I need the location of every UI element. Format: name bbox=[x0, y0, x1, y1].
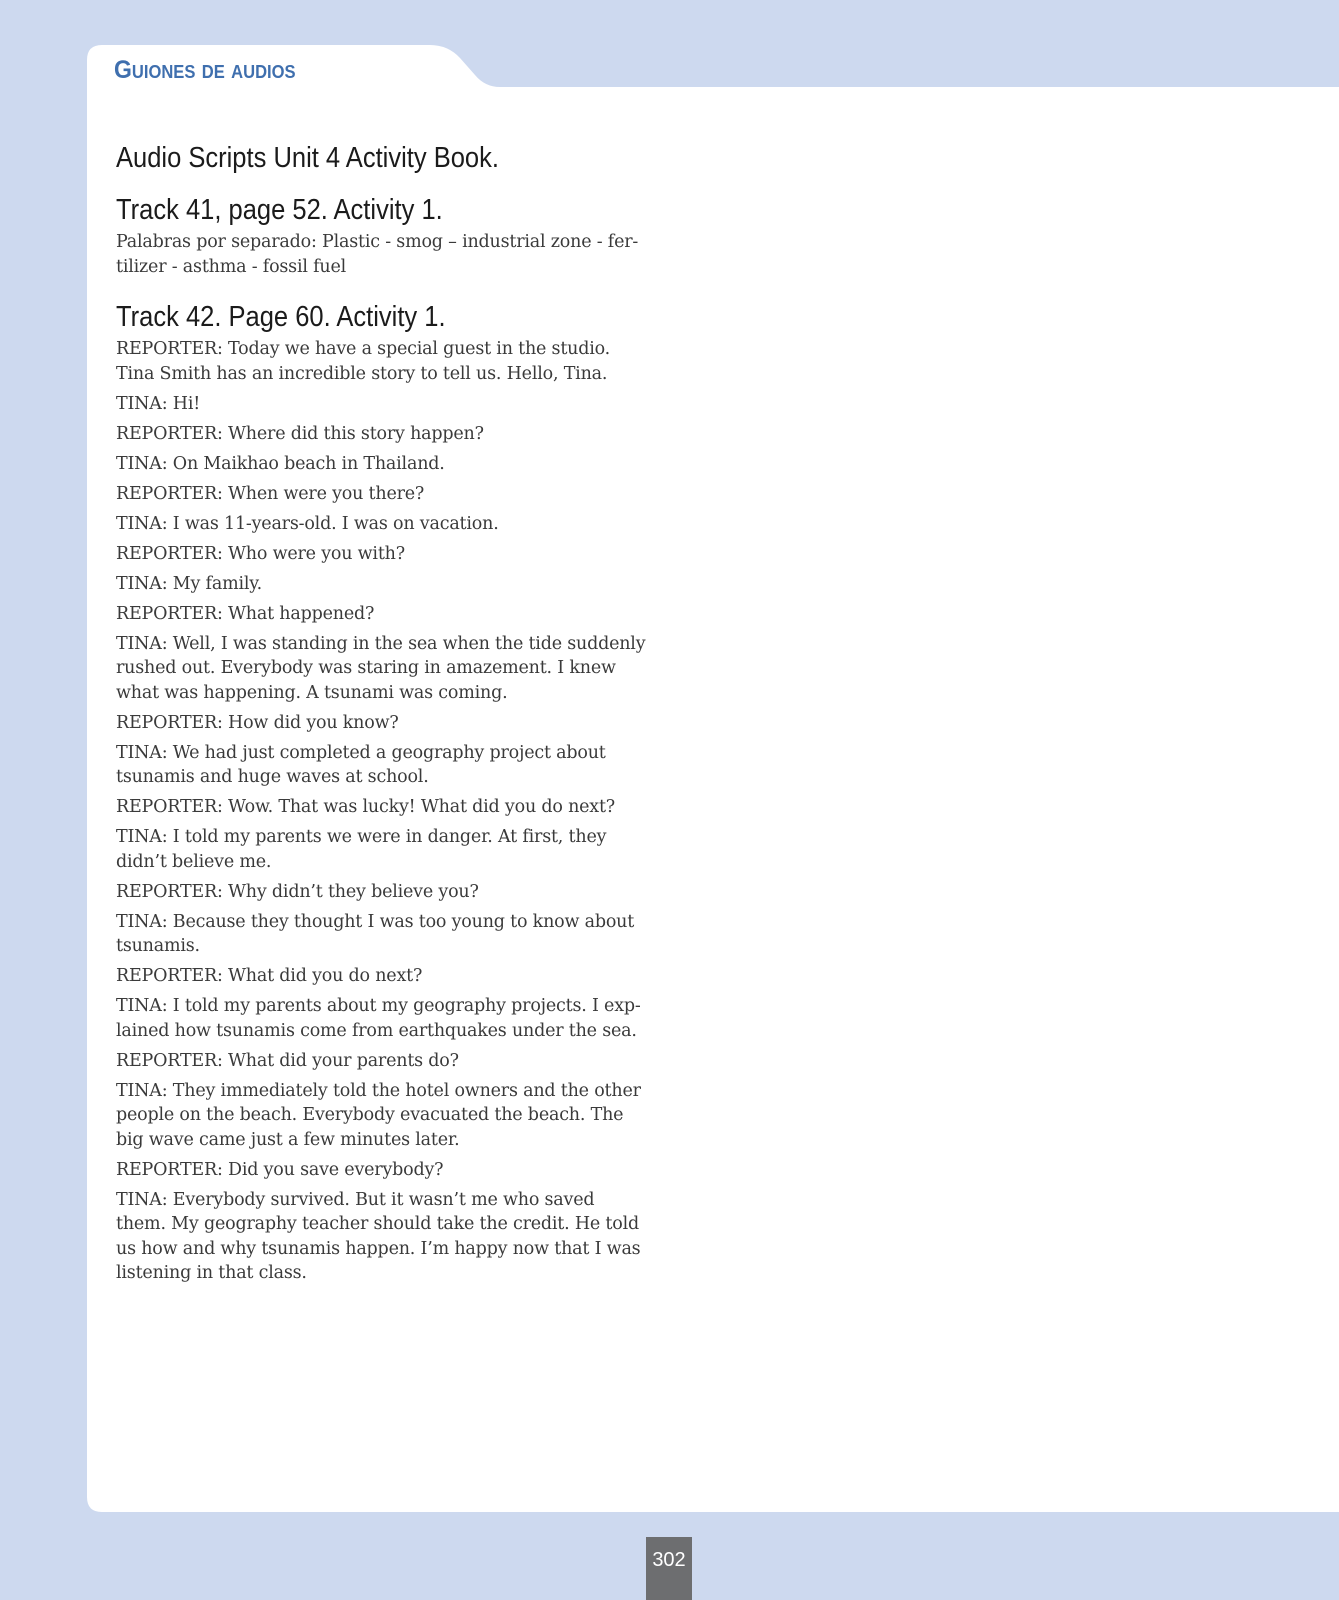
sections-container bbox=[116, 192, 646, 1286]
script-line: TINA: I told my parents about my geography projects. I exp-lained how tsunamis come from earthquakes under the sea. bbox=[116, 996, 641, 1041]
script-line: REPORTER: What did you do next? bbox=[116, 966, 423, 986]
word-list-paragraph: Palabras por separado: Plastic - smog – industrial zone - fer-tilizer - asthma - fossil fuel bbox=[116, 232, 639, 277]
script-line: TINA: Well, I was standing in the sea when the tide suddenly rushed out. Everybody was staring in amazement. I knew what was happening. A tsunami was coming. bbox=[116, 633, 646, 703]
script-line: TINA: They immediately told the hotel owners and the other people on the beach. Everybody evacuated the beach. The big wave came just a few minutes later. bbox=[116, 1080, 641, 1150]
script-line: REPORTER: What happened? bbox=[116, 603, 375, 624]
page-number: 302 bbox=[646, 1537, 692, 1600]
script-line: REPORTER: Why didn’t they believe you? bbox=[116, 881, 479, 902]
script-line: REPORTER: When were you there? bbox=[116, 483, 425, 504]
track-heading: Track 41, page 52. Activity 1. bbox=[116, 194, 443, 226]
document-title: Audio Scripts Unit 4 Activity Book. bbox=[116, 142, 499, 174]
section-header-title: Guiones de audios bbox=[114, 56, 296, 84]
script-line: TINA: We had just completed a geography project about tsunamis and huge waves at school. bbox=[116, 742, 606, 787]
script-line: TINA: I told my parents we were in danger. At first, they didn’t believe me. bbox=[116, 827, 607, 872]
script-line: TINA: My family. bbox=[116, 573, 262, 594]
script-line: REPORTER: Where did this story happen? bbox=[116, 423, 484, 444]
script-line: REPORTER: Today we have a special guest in the studio. Tina Smith has an incredible story to tell us. Hello, Tina. bbox=[116, 339, 611, 384]
script-line: TINA: Hi! bbox=[116, 393, 201, 414]
script-line: REPORTER: What did your parents do? bbox=[116, 1050, 459, 1071]
script-line: REPORTER: How did you know? bbox=[116, 712, 399, 733]
track-heading: Track 42. Page 60. Activity 1. bbox=[116, 301, 446, 333]
script-line: REPORTER: Wow. That was lucky! What did you do next? bbox=[116, 797, 615, 817]
document-content bbox=[116, 140, 646, 1291]
script-line: TINA: Everybody survived. But it wasn’t me who saved them. My geography teacher should take the credit. He told us how and why tsunamis happen. I’m happy now that I was listening in that class. bbox=[116, 1189, 641, 1283]
script-line: TINA: On Maikhao beach in Thailand. bbox=[116, 453, 445, 474]
script-line: TINA: Because they thought I was too young to know about tsunamis. bbox=[116, 911, 635, 956]
script-line: TINA: I was 11-years-old. I was on vacation. bbox=[116, 513, 499, 534]
script-line: REPORTER: Who were you with? bbox=[116, 543, 405, 564]
script-line: REPORTER: Did you save everybody? bbox=[116, 1159, 444, 1180]
